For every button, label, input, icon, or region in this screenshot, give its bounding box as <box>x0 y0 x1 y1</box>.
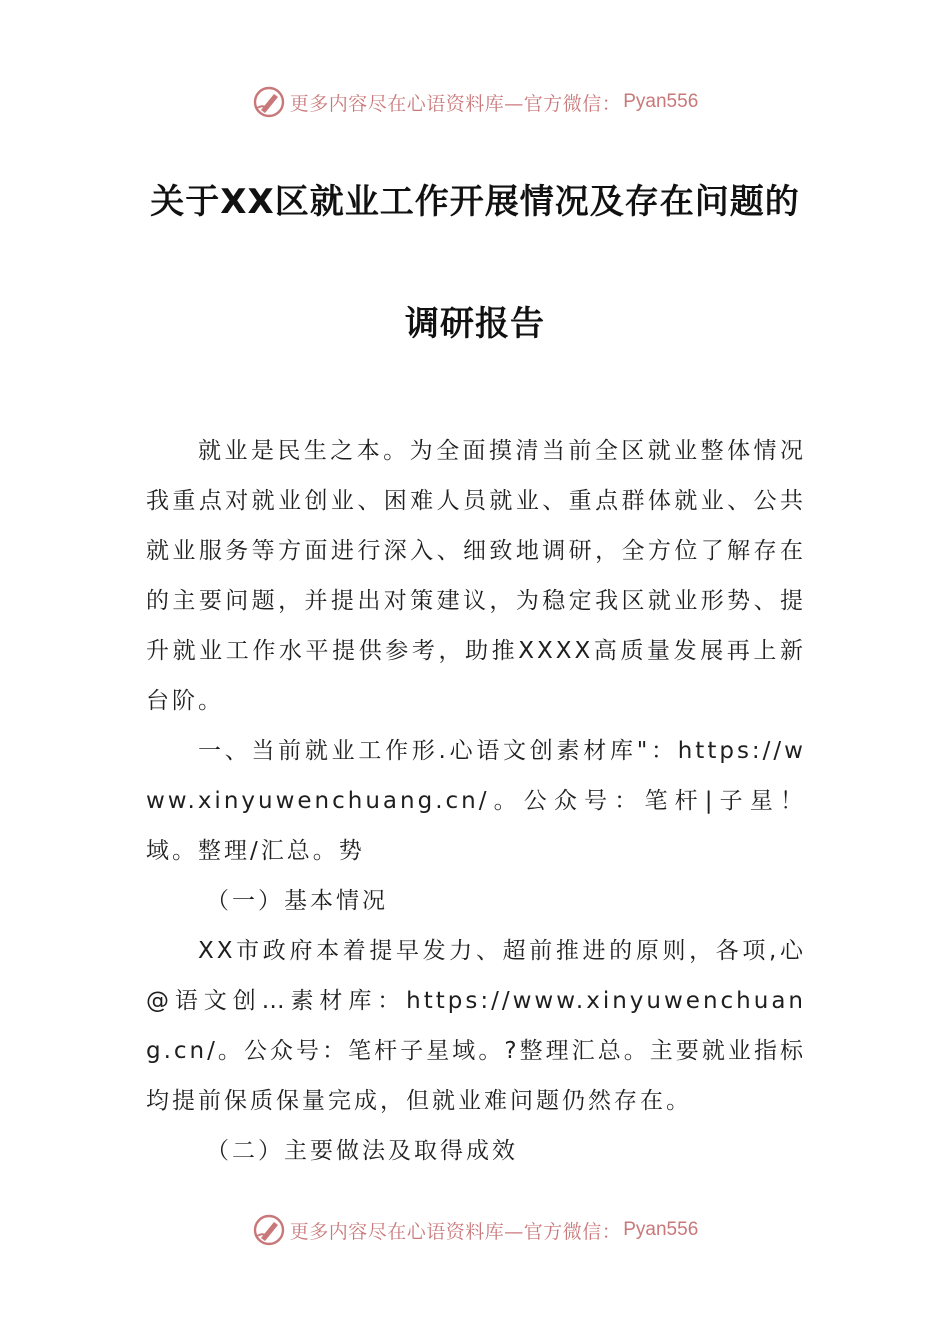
section-heading-1: 一、当前就业工作形.心语文创素材库"：https://www.xinyuwenchuang.cn/。公众号：笔杆|子星！域。整理/汇总。势 <box>146 738 806 864</box>
intro-paragraph: 就业是民生之本。为全面摸清当前全区就业整体情况我重点对就业创业、困难人员就业、重点群体就业、公共就业服务等方面进行深入、细致地调研，全方位了解存在的主要问题，并提出对策建议，为稳定我区就业形势、提升就业工作水平提供参考，助推XXXX高质量发展再上新台阶。 <box>146 438 806 714</box>
banner-wechat-id: Pyan556 <box>623 91 699 112</box>
banner-text: 更多内容尽在心语资料库—官方微信： <box>289 92 622 115</box>
subsection-heading-1: （一）基本情况 <box>206 888 388 914</box>
pen-circle-logo-icon <box>252 1213 286 1247</box>
basic-situation-paragraph: XX市政府本着提早发力、超前推进的原则，各项,心@语文创…素材库：https://www.xinyuwenchuang.cn/。公众号：笔杆子星域。?整理汇总。主要就业指标均提前保质保量完成，但就业难问题仍然存在。 <box>146 938 806 1114</box>
banner-wechat-id: Pyan556 <box>623 1219 699 1240</box>
document-title-line-2: 调研报告 <box>405 304 545 344</box>
banner-text: 更多内容尽在心语资料库—官方微信： <box>289 1220 622 1243</box>
header-watermark-banner <box>0 80 950 124</box>
document-title-line-1: 关于XX区就业工作开展情况及存在问题的 <box>150 182 800 222</box>
document-body <box>146 426 806 1176</box>
pen-circle-logo-icon <box>252 85 286 119</box>
subsection-heading-2: （二）主要做法及取得成效 <box>206 1138 518 1164</box>
footer-watermark-banner <box>0 1208 950 1252</box>
